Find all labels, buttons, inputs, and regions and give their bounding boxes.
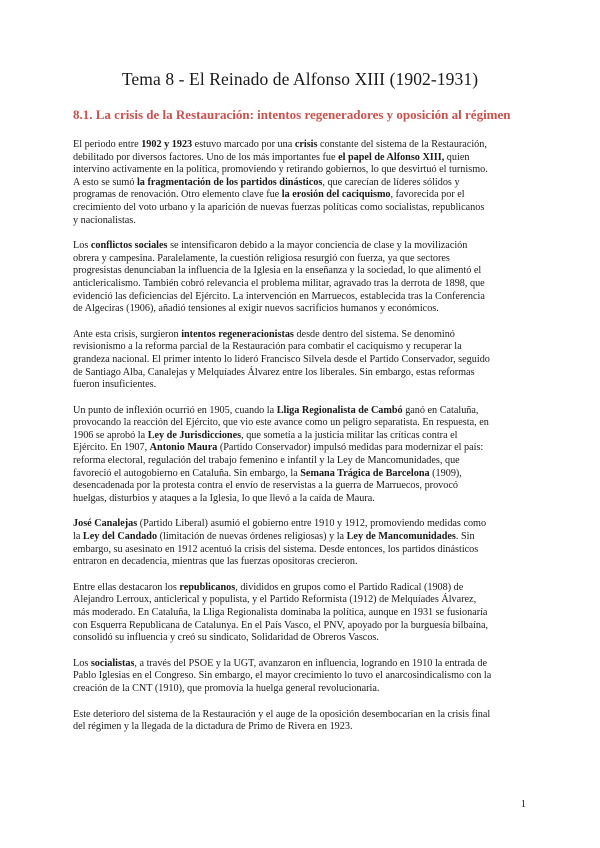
page-number: 1 <box>520 799 526 810</box>
paragraph-text: ganó en Cataluña, provocando la reacción del Ejército, que vio este avance como un peligro separatista. En respuesta, en 1906 se aprobó la <box>73 404 489 441</box>
paragraph-text: quien intervino activamente en la política, promoviendo y retirando gobiernos, lo que desvirtuó el turnismo. A esto se sumó <box>73 151 488 188</box>
paragraph-text: (1909), desencadenada por la protesta contra el envío de reservistas a la guerra de Marruecos, provocó huelgas, disturbios y ataques a la Iglesia, lo que llevó a la caída de Maura. <box>73 467 462 504</box>
paragraph <box>73 139 528 227</box>
paragraph-text: Entre ellas destacaron los <box>73 581 180 593</box>
paragraph-text: . Sin embargo, su asesinato en 1912 acentuó la crisis del sistema. Desde entonces, los partidos dinásticos entraron en decadencia, mientras que las fuerzas opositoras crecieron. <box>73 531 479 568</box>
bold-text: la fragmentación de los partidos dinásticos <box>136 176 323 188</box>
paragraph <box>73 582 528 645</box>
bold-text: socialistas <box>90 657 135 669</box>
paragraph-text: , favorecida por el crecimiento del voto urbano y la aparición de nuevas fuerzas políticas como socialistas, republicanos y nacionalistas. <box>73 189 485 226</box>
bold-text: Semana Trágica de Barcelona <box>300 467 430 479</box>
bold-text: Ley del Candado <box>82 531 158 543</box>
paragraph-text: , a través del PSOE y la UGT, avanzaron en influencia, logrando en 1910 la entrada de Pablo Iglesias en el Congreso. Sin embargo, el mayor crecimiento lo tuvo el anarcosindicalismo con la creación de la CNT (1910), que promovía la huelga general revolucionaria. <box>73 657 492 694</box>
paragraph-text: Un punto de inflexión ocurrió en 1905, cuando la <box>73 404 277 416</box>
bold-text: José Canalejas <box>73 518 138 530</box>
paragraph <box>73 240 528 316</box>
bold-text: republicanos <box>179 581 236 593</box>
paragraph-text: desde dentro del sistema. Se denominó revisionismo a la reforma parcial de la Restauración para combatir el caciquismo y recuperar la grandeza nacional. El primer intento lo lideró Francisco Silvela desde el Partido Conservador, seguido de Santiago Alba, Canalejas y Melquíades Álvarez entre los liberales. Sin embargo, estas reformas fueron insuficientes. <box>73 328 490 391</box>
body-text <box>73 139 528 747</box>
paragraph-text: , que sometía a la justicia militar las críticas contra el Ejército. En 1907, <box>73 429 458 454</box>
paragraph-text: (Partido Conservador) impulsó medidas para modernizar el país: reforma electoral, regulación del trabajo femenino e infantil y la Ley de Mancomunidades, que favoreció el autogobierno en Cataluña. Sin embargo, la <box>73 442 484 479</box>
bold-text: el papel de Alfonso XIII, <box>338 151 445 163</box>
bold-text: intentos regeneracionistas <box>181 328 294 340</box>
paragraph-text: El periodo entre <box>73 139 142 150</box>
paragraph-text: Los <box>73 657 91 669</box>
paragraph <box>73 709 528 734</box>
paragraph <box>73 518 528 568</box>
paragraph-text: , que carecían de líderes sólidos y programas de renovación. Otro elemento clave fue <box>73 176 460 201</box>
paragraph-text: (limitación de nuevas órdenes religiosas) y la <box>157 531 347 543</box>
paragraph-text: Este deterioro del sistema de la Restauración y el auge de la oposición desembocarían en la crisis final del régimen y la llegada de la dictadura de Primo de Rivera en 1923. <box>73 708 491 733</box>
paragraph-text: (Partido Liberal) asumió el gobierno entre 1910 y 1912, promoviendo medidas como la <box>73 518 487 543</box>
paragraph-text: Ante esta crisis, surgieron <box>73 328 182 340</box>
paragraph-text: Los <box>73 240 91 252</box>
bold-text: 1902 y 1923 <box>141 139 193 150</box>
page-title: Tema 8 - El Reinado de Alfonso XIII (1902-1931) <box>121 69 479 89</box>
bold-text: la erosión del caciquismo <box>281 189 391 201</box>
paragraph <box>73 405 528 506</box>
paragraph-text: se intensificaron debido a la mayor conciencia de clase y la movilización obrera y campesina. Paralelamente, la cuestión religiosa resurgió con fuerza, ya que sectores progresistas denunciaban la influencia de la Iglesia en la enseñanza y la sociedad, lo que alimentó el anticlericalismo. También cobró relevancia el problema militar, agravado tras la derrota de 1898, que evidenció las deficiencias del Ejército. La intervención en Marruecos, establecida tras la Conferencia de Algeciras (1906), añadió tensiones al exigir nuevos sacrificios humanos y económicos. <box>73 240 485 315</box>
bold-text: Ley de Jurisdicciones <box>147 429 242 441</box>
paragraph <box>73 329 528 392</box>
paragraph-text: , divididos en grupos como el Partido Radical (1908) de Alejandro Lerroux, anticlerical y populista, y el Partido Reformista (1912) de Melquíades Álvarez, más moderado. En Cataluña, la Lliga Regionalista dominaba la política, aunque en 1931 se fusionaría con Esquerra Republicana de Catalunya. En el País Vasco, el PNV, apoyado por la burguesía bilbaína, consolidó su influencia y creó su sindicato, Solidaridad de Obreros Vascos. <box>73 581 489 644</box>
bold-text: Lliga Regionalista de Cambó <box>276 404 403 416</box>
paragraph-text: constante del sistema de la Restauración, debilitado por diversos factores. Uno de los más importantes fue <box>73 139 487 163</box>
paragraph-text: estuvo marcado por una <box>192 139 295 150</box>
bold-text: conflictos sociales <box>90 240 168 252</box>
bold-text: crisis <box>294 139 318 150</box>
paragraph <box>73 658 528 696</box>
section-heading: 8.1. La crisis de la Restauración: intentos regeneradores y oposición al régimen <box>73 107 511 122</box>
bold-text: Ley de Mancomunidades <box>346 531 456 543</box>
bold-text: Antonio Maura <box>149 442 218 454</box>
